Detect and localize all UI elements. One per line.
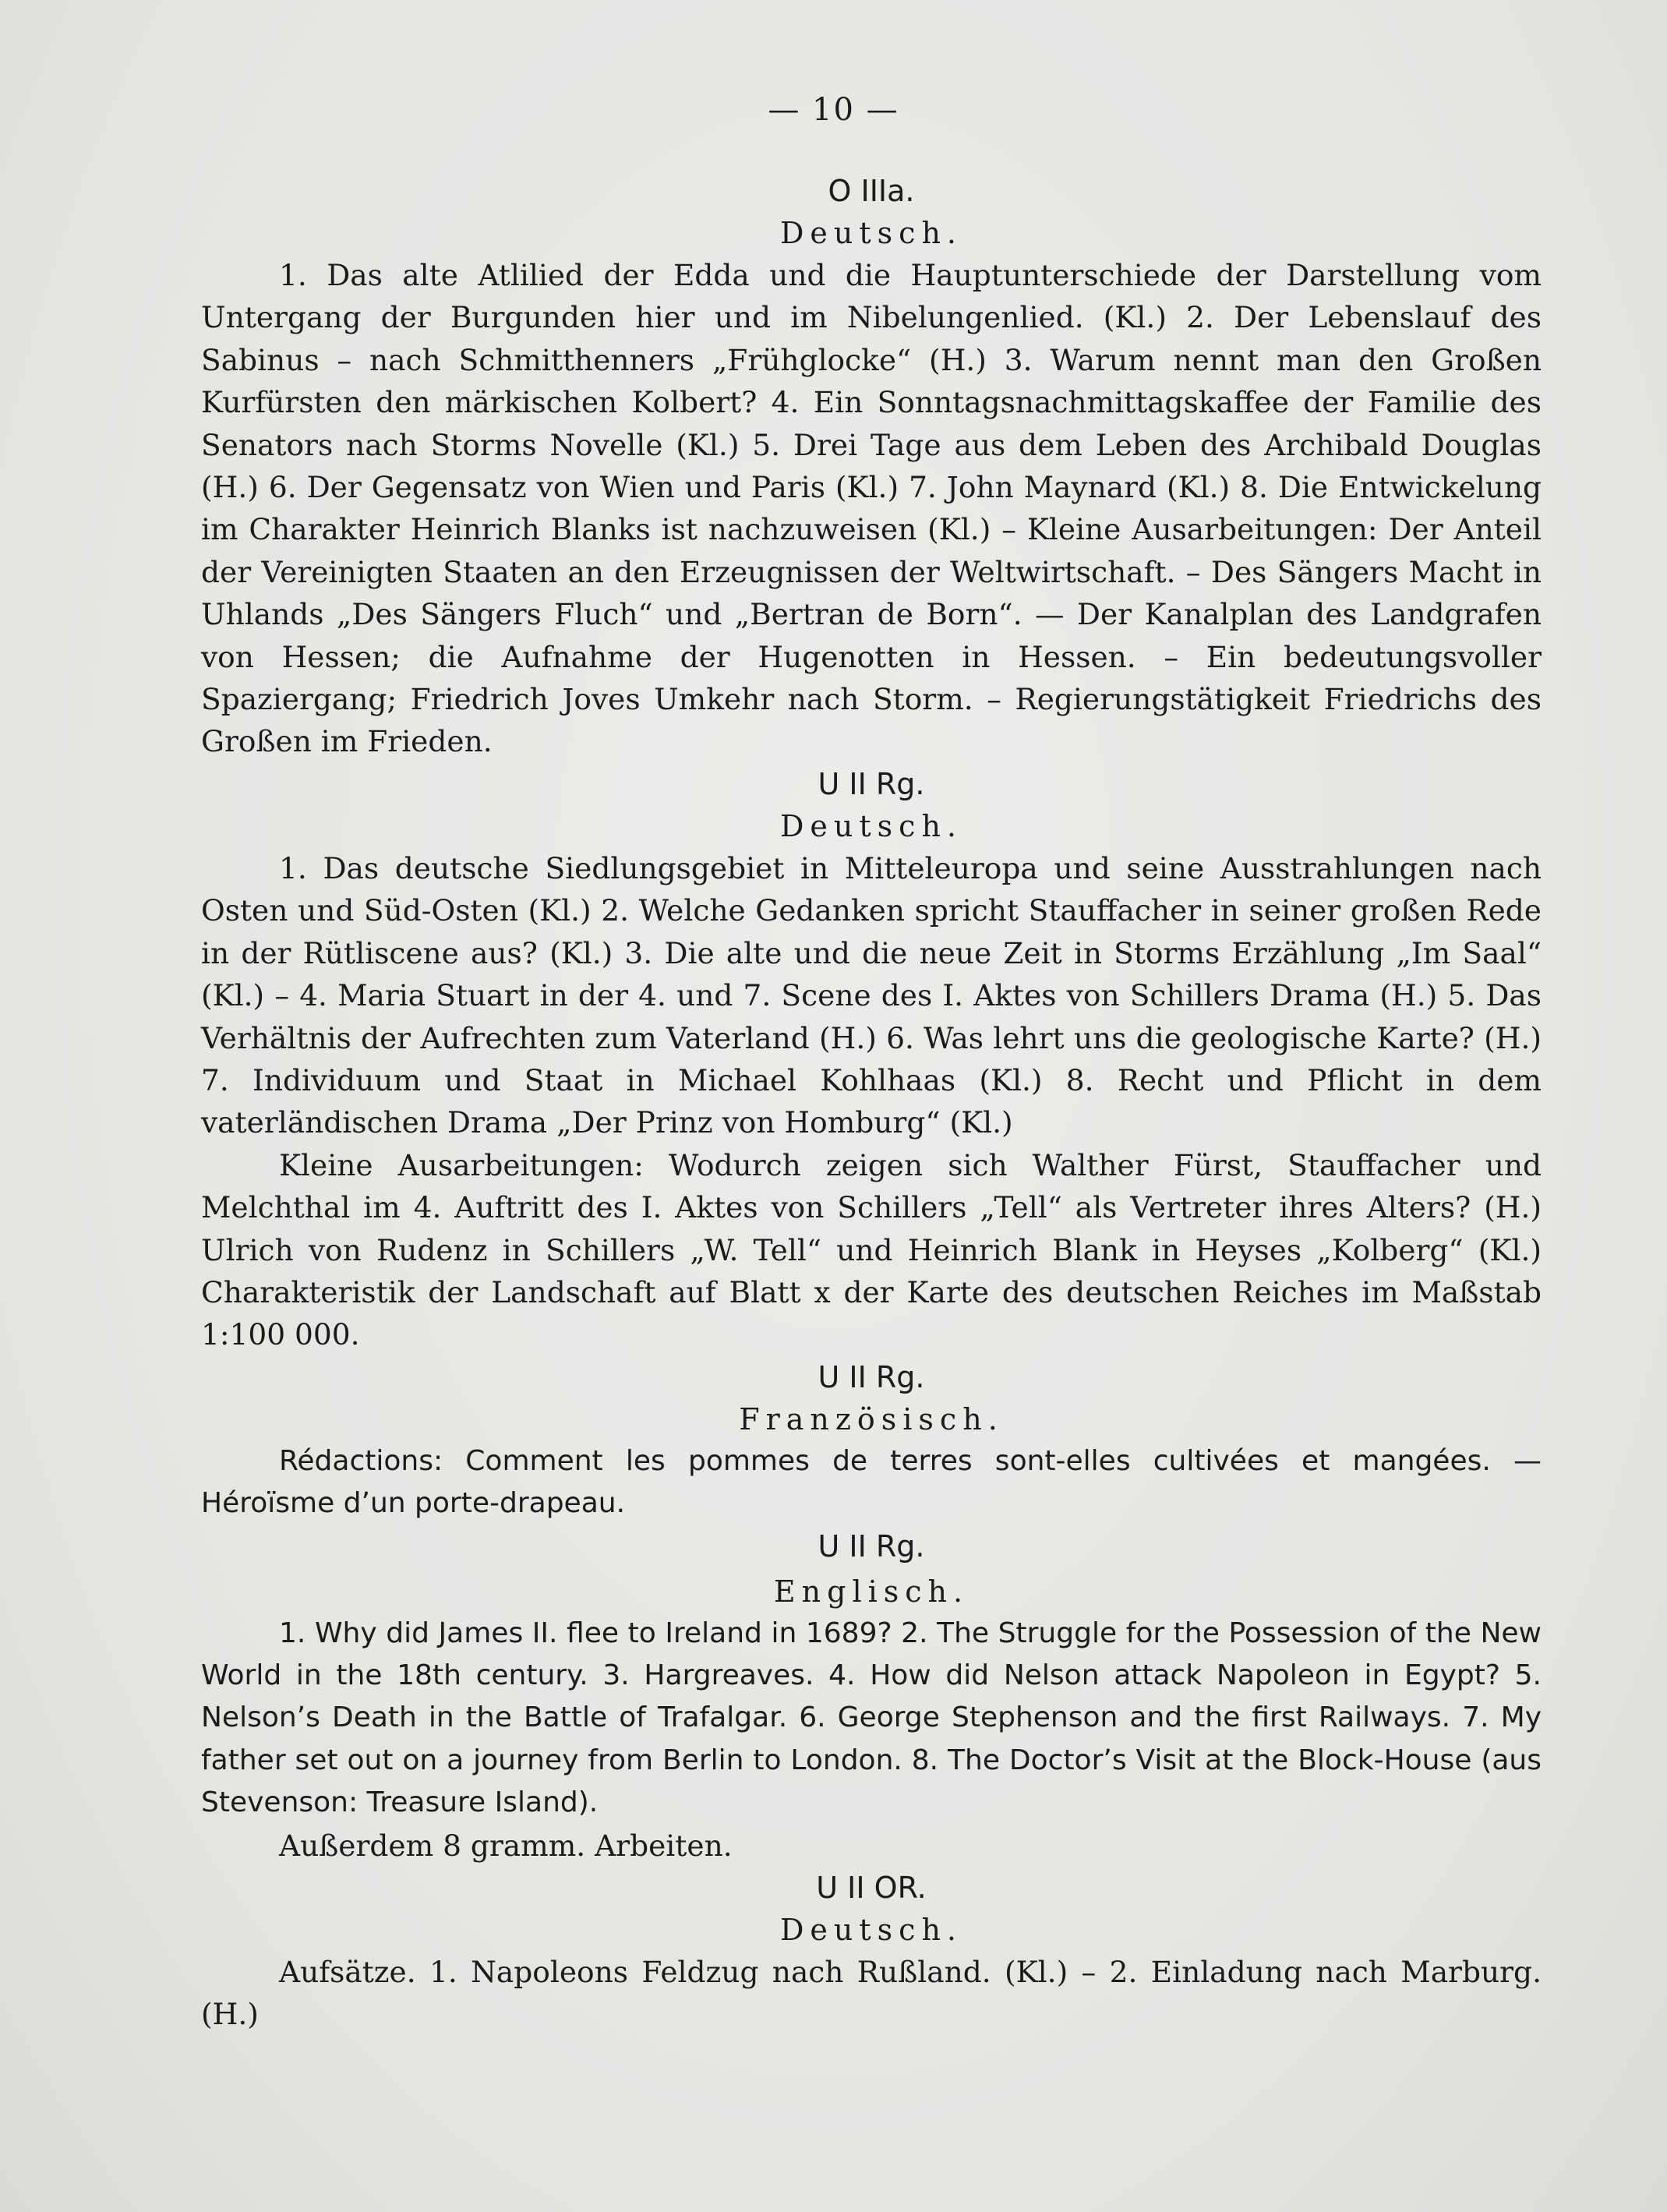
class-heading: O IIIa. [828,174,915,208]
essay-topics-paragraph: Aufsätze. 1. Napoleons Feldzug nach Rußland. (Kl.) – 2. Einladung nach Marburg. (H.) [201,1955,1542,2032]
class-heading: U II Rg. [818,766,925,801]
class-heading: U II Rg. [818,1528,925,1564]
page-number: — 10 — [768,92,899,128]
extra-note-paragraph: Außerdem 8 gramm. Arbeiten. [279,1828,733,1863]
subject-heading: Französisch. [739,1401,1004,1436]
section-u2rg-deutsch [201,763,1542,1356]
document-body [201,170,1542,2036]
section-u2rg-englisch [201,1525,1542,1867]
subject-heading: Deutsch. [779,808,963,843]
class-heading: U II Rg. [818,1359,925,1394]
subject-heading: Deutsch. [779,1913,963,1947]
section-u2or-deutsch [201,1867,1542,2036]
section-o3a-deutsch [201,170,1542,763]
essay-topics-paragraph: 1. Das alte Atlilied der Edda und die Hauptunterschiede der Darstellung vom Untergang der Burgunden hier und im Nibelungenlied. (Kl.) 2. Der Lebenslauf des Sabinus – nach Schmitthenners „Frühglocke“ (H.) 3. Warum nennt man den Großen Kurfürsten den märkischen Kolbert? 4. Ein Sonntagsnachmittagskaffee der Familie des Senators nach Storms Novelle (Kl.) 5. Drei Tage aus dem Leben des Archibald Douglas (H.) 6. Der Gegensatz von Wien und Paris (Kl.) 7. John Maynard (Kl.) 8. Die Entwickelung im Charakter Heinrich Blanks ist nachzuweisen (Kl.) – Kleine Ausarbeitungen: Der Anteil der Vereinigten Staaten an den Erzeugnissen der Weltwirtschaft. – Des Sängers Macht in Uhlands „Des Sängers Fluch“ und „Bertran de Born“. — Der Kanalplan des Landgrafen von Hessen; die Aufnahme der Hugenotten in Hessen. – Ein bedeutungsvoller Spaziergang; Friedrich Joves Umkehr nach Storm. – Regierungstätigkeit Friedrichs des Großen im Frieden. [201,258,1542,759]
essay-topics-paragraph: 1. Why did James II. flee to Ireland in 1689? 2. The Struggle for the Possession of the New World in the 18th century. 3. Hargreaves. 4. How did Nelson attack Napoleon in Egypt? 5. Nelson’s Death in the Battle of Trafalgar. 6. George Stephenson and the first Railways. 7. My father set out on a journey from Berlin to London. 8. The Doctor’s Visit at the Block-House (aus Stevenson: Treasure Island). [201,1617,1542,1819]
essay-topics-paragraph: 1. Das deutsche Siedlungsgebiet in Mitteleuropa und seine Ausstrahlungen nach Osten und Süd-Osten (Kl.) 2. Welche Gedanken spricht Stauffacher in seiner großen Rede in der Rütliscene aus? (Kl.) 3. Die alte und die neue Zeit in Storms Erzählung „Im Saal“ (Kl.) – 4. Maria Stuart in der 4. und 7. Scene des I. Aktes von Schillers Drama (H.) 5. Das Verhältnis der Aufrechten zum Vaterland (H.) 6. Was lehrt uns die geologische Karte? (H.) 7. Individuum und Staat in Michael Kohlhaas (Kl.) 8. Recht und Pflicht in dem vaterländischen Drama „Der Prinz von Homburg“ (Kl.) [201,850,1542,1140]
subject-heading: Deutsch. [779,216,963,250]
section-u2rg-franzoesisch [201,1356,1542,1525]
subject-heading: Englisch. [773,1574,969,1609]
class-heading: U II OR. [816,1871,927,1905]
essay-topics-paragraph: Rédactions: Comment les pommes de terres sont-elles cultivées et mangées. — Héroïsme d’un porte-drapeau. [201,1444,1542,1520]
short-assignments-paragraph: Kleine Ausarbeitungen: Wodurch zeigen sich Walther Fürst, Stauffacher und Melchthal im 4. Auftritt des I. Aktes von Schillers „Tell“ als Vertreter ihres Alters? (H.) Ulrich von Rudenz in Schillers „W. Tell“ und Heinrich Blank in Heyses „Kolberg“ (Kl.) Charakteristik der Landschaft auf Blatt x der Karte des deutschen Reiches im Maßstab 1:100 000. [201,1147,1542,1352]
